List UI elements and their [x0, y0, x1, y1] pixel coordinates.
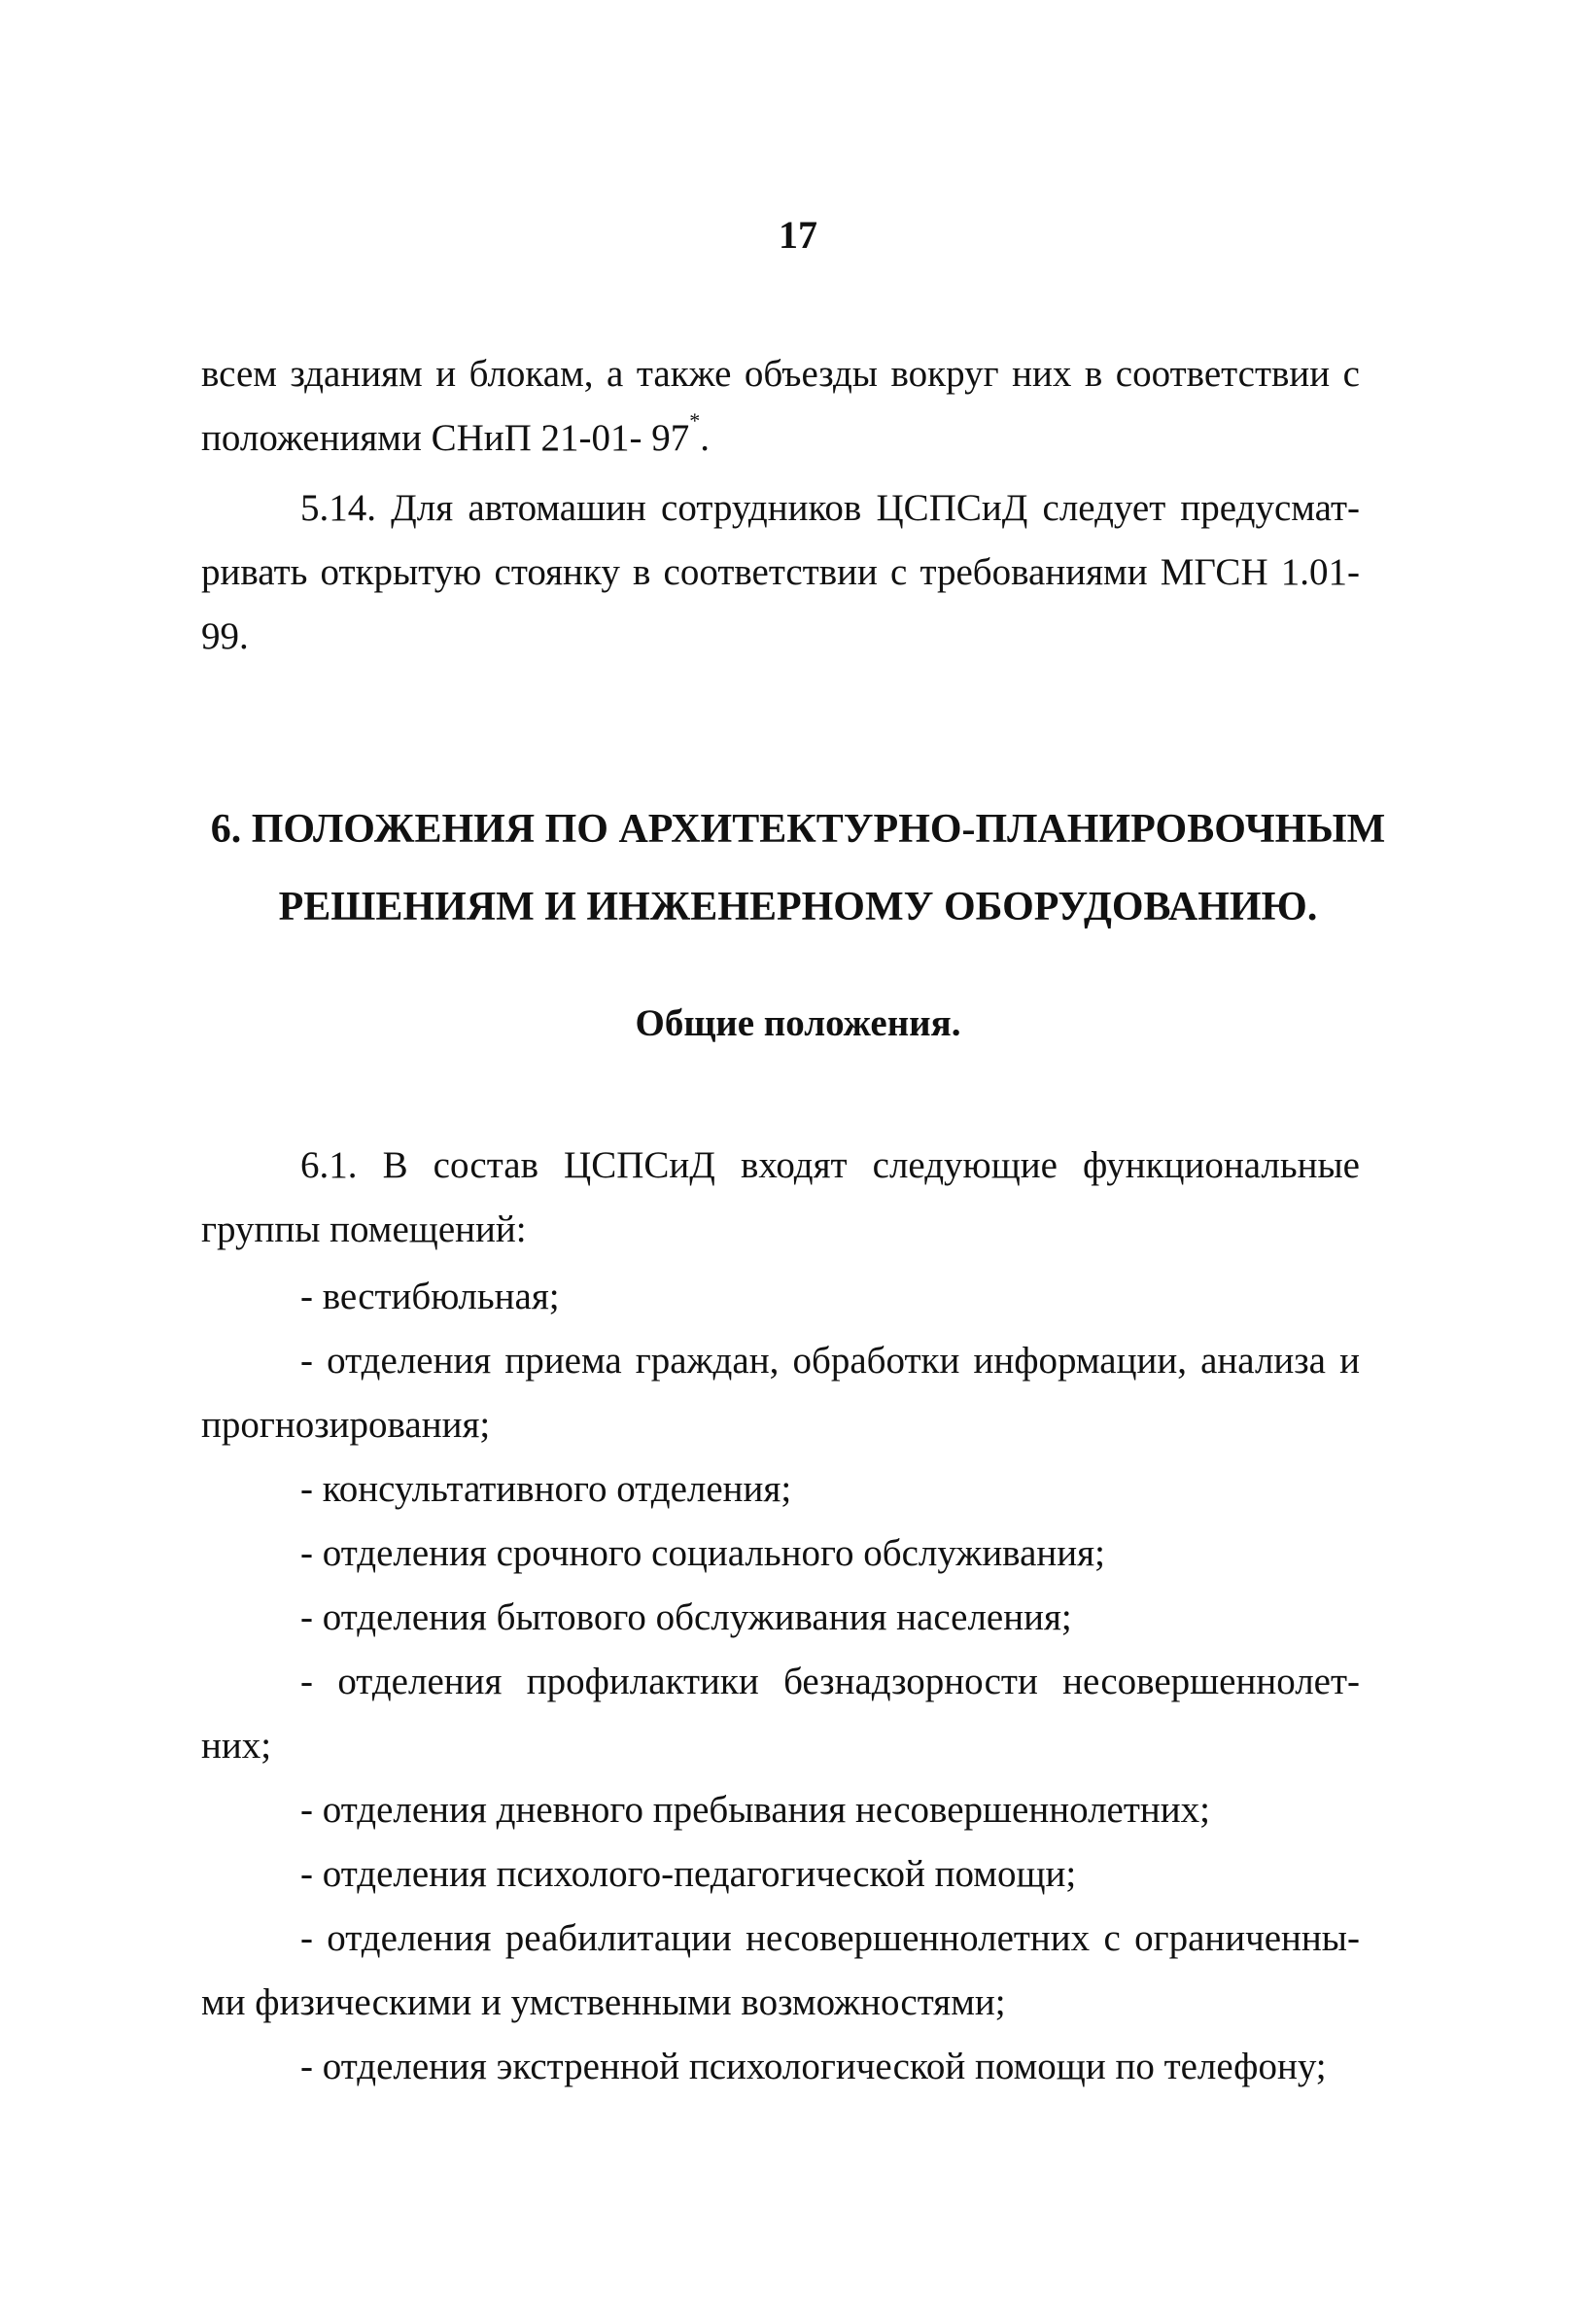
- intro-line-2-end: .: [700, 417, 711, 459]
- list-item-continuation: них;: [201, 1725, 272, 1767]
- list-item: - отделения реабилитации несовершеннолетних с ограниченны-: [300, 1917, 1360, 1959]
- list-item: - отделения дневного пребывания несовершеннолетних;: [300, 1789, 1210, 1831]
- list-item: - отделения психолого-педагогической помощи;: [300, 1853, 1077, 1895]
- room-groups-list: [201, 1265, 1360, 2099]
- intro-line-1: всем зданиям и блокам, а также объезды вокруг них в соответствии с: [201, 353, 1360, 395]
- list-item: - отделения приема граждан, обработки информации, анализа и: [300, 1340, 1360, 1382]
- list-item-continuation: прогнозирования;: [201, 1404, 491, 1446]
- list-item: - отделения экстренной психологической помощи по телефону;: [300, 2046, 1327, 2087]
- paragraph-5-14: [201, 476, 1360, 669]
- intro-line-2-text: положениями СНиП 21-01- 97: [201, 417, 690, 459]
- list-item: - отделения профилактики безнадзорности несовершеннолет-: [300, 1661, 1360, 1702]
- list-item: - отделения бытового обслуживания населения;: [300, 1596, 1072, 1638]
- list-item: - вестибюльная;: [300, 1276, 560, 1317]
- p61-line-1: 6.1. В состав ЦСПСиД входят следующие функциональные: [300, 1144, 1360, 1186]
- page-number: 17: [779, 213, 817, 257]
- p514-line-3: 99.: [201, 615, 249, 657]
- p514-line-1: 5.14. Для автомашин сотрудников ЦСПСиД следует предусмат-: [300, 487, 1360, 529]
- section-title-line-1: 6. ПОЛОЖЕНИЯ ПО АРХИТЕКТУРНО-ПЛАНИРОВОЧНЫМ: [210, 807, 1386, 852]
- p61-line-2: группы помещений:: [201, 1208, 527, 1250]
- intro-paragraph: [201, 342, 1360, 471]
- p514-line-2: ривать открытую стоянку в соответствии с требованиями МГСН 1.01-: [201, 551, 1360, 593]
- paragraph-6-1: [201, 1134, 1360, 1262]
- list-item: - отделения срочного социального обслуживания;: [300, 1532, 1105, 1574]
- section-subtitle: Общие положения.: [635, 1002, 961, 1044]
- list-item-continuation: ми физическими и умственными возможностями;: [201, 1981, 1006, 2023]
- list-item: - консультативного отделения;: [300, 1468, 792, 1510]
- section-title-line-2: РЕШЕНИЯМ И ИНЖЕНЕРНОМУ ОБОРУДОВАНИЮ.: [278, 885, 1318, 929]
- intro-line-2-sup: *: [689, 408, 701, 433]
- intro-line-2: [201, 406, 1360, 471]
